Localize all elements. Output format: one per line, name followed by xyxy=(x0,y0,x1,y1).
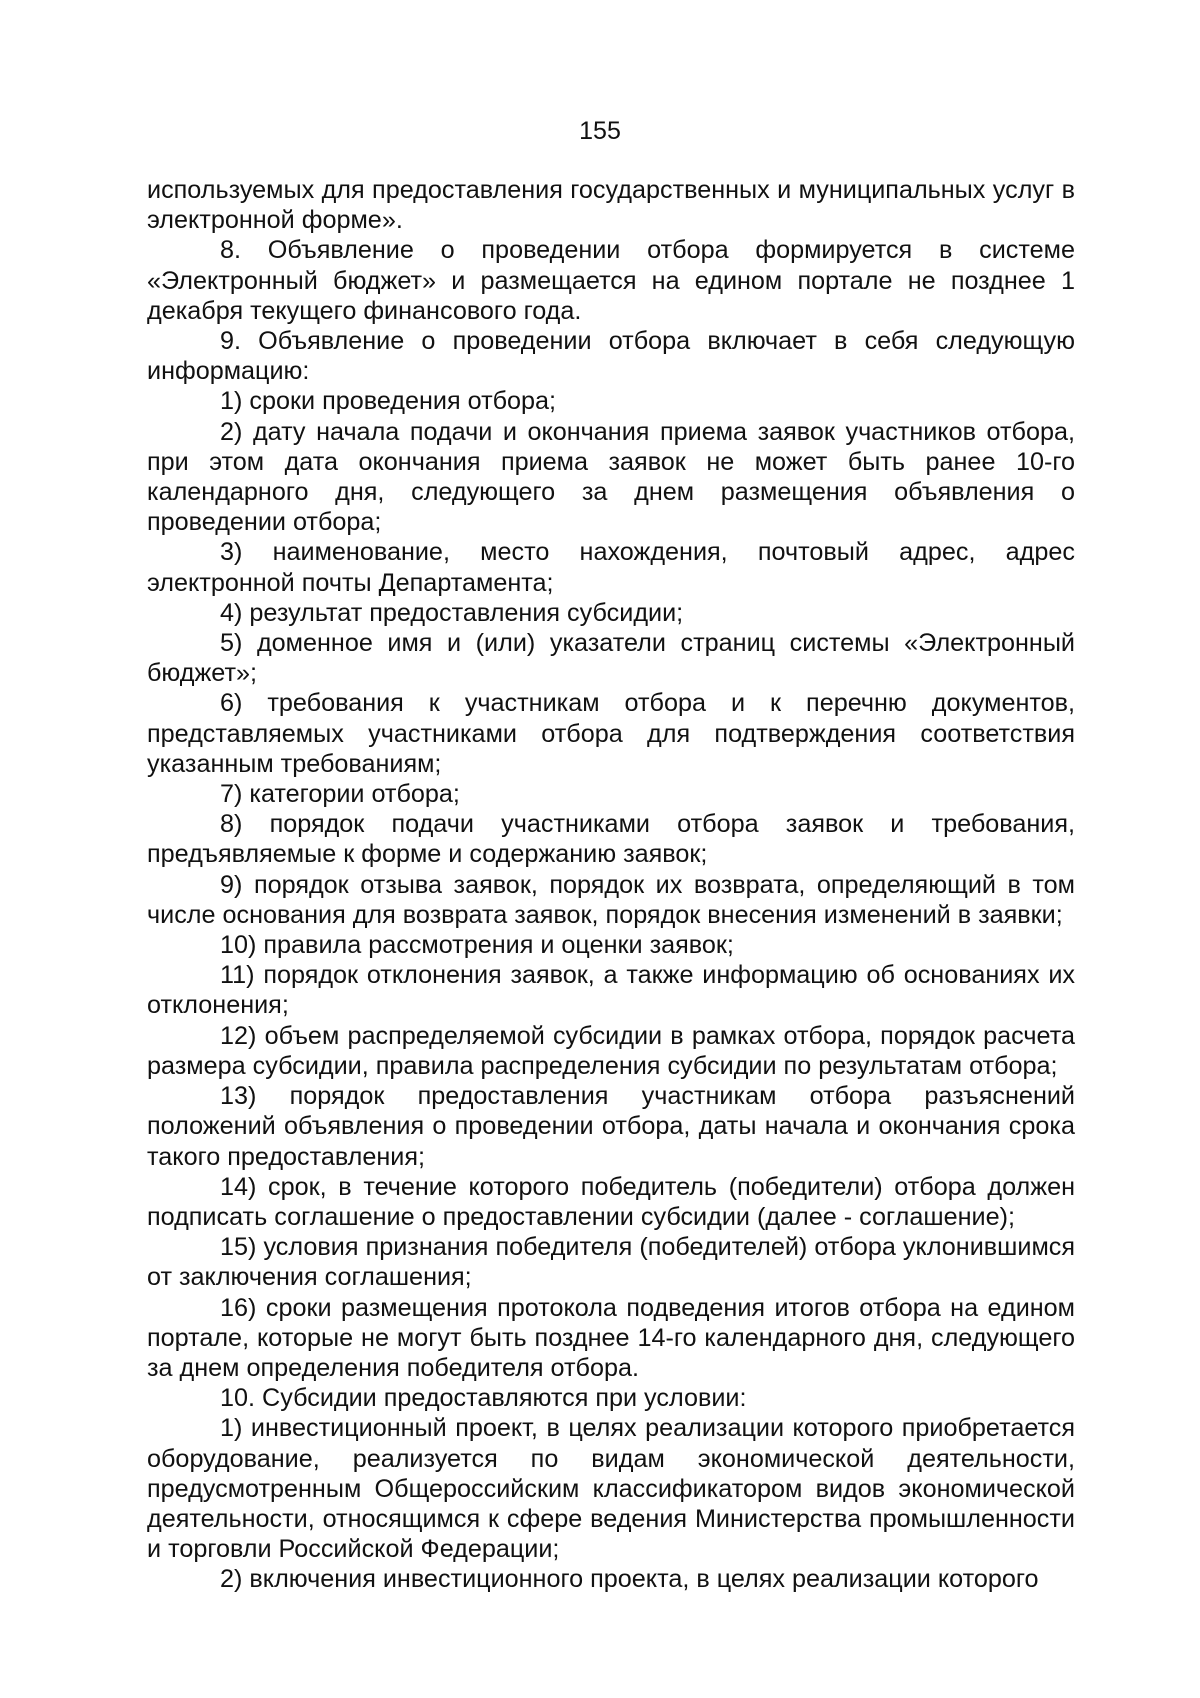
page-number: 155 xyxy=(579,117,621,145)
list-item-9-12: 12) объем распределяемой субсидии в рамках отбора, порядок расчета размера субсидии, правила распределения субсидии по результатам отбора; xyxy=(147,1021,1075,1080)
list-item-9-7: 7) категории отбора; xyxy=(220,780,460,809)
paragraph-clause-10: 10. Субсидии предоставляются при условии: xyxy=(220,1384,747,1413)
list-item-9-16: 16) сроки размещения протокола подведения итогов отбора на едином портале, которые не могут быть позднее 14-го календарного дня, следующего за днем определения победителя отбора. xyxy=(147,1293,1075,1382)
list-item-9-14: 14) срок, в течение которого победитель (победители) отбора должен подписать соглашение о предоставлении субсидии (далее - соглашение); xyxy=(147,1172,1075,1231)
paragraph-continuation: используемых для предоставления государственных и муниципальных услуг в электронной форме». xyxy=(147,176,1075,235)
list-item-9-3: 3) наименование, место нахождения, почтовый адрес, адрес электронной почты Департамента; xyxy=(147,538,1075,597)
list-item-9-11: 11) порядок отклонения заявок, а также информацию об основаниях их отклонения; xyxy=(147,961,1075,1020)
list-item-10-1: 1) инвестиционный проект, в целях реализации которого приобретается оборудование, реализуется по видам экономической деятельности, предусмотренным Общероссийским классификатором видов экономической деятельности, относящимся к сфере ведения Министерства промышленности и торговли Российской Федерации; xyxy=(147,1414,1075,1564)
list-item-10-2: 2) включения инвестиционного проекта, в целях реализации которого xyxy=(220,1565,1039,1594)
list-item-9-5: 5) доменное имя и (или) указатели страниц системы «Электронный бюджет»; xyxy=(147,629,1075,688)
list-item-9-6: 6) требования к участникам отбора и к перечню документов, представляемых участниками отбора для подтверждения соответствия указанным требованиям; xyxy=(147,689,1075,778)
list-item-9-9: 9) порядок отзыва заявок, порядок их возврата, определяющий в том числе основания для возврата заявок, порядок внесения изменений в заявки; xyxy=(147,870,1075,929)
list-item-9-15: 15) условия признания победителя (победителей) отбора уклонившимся от заключения соглашения; xyxy=(147,1233,1075,1292)
paragraph-clause-8: 8. Объявление о проведении отбора формируется в системе «Электронный бюджет» и размещается на едином портале не позднее 1 декабря текущего финансового года. xyxy=(147,236,1075,325)
list-item-9-2: 2) дату начала подачи и окончания приема заявок участников отбора, при этом дата окончания приема заявок не может быть ранее 10-го календарного дня, следующего за днем размещения объявления о проведении отбора; xyxy=(147,417,1075,537)
list-item-9-8: 8) порядок подачи участниками отбора заявок и требования, предъявляемые к форме и содержанию заявок; xyxy=(147,810,1075,869)
list-item-9-4: 4) результат предоставления субсидии; xyxy=(220,598,684,627)
list-item-9-13: 13) порядок предоставления участникам отбора разъяснений положений объявления о проведении отбора, даты начала и окончания срока такого предоставления; xyxy=(147,1082,1075,1171)
list-item-9-10: 10) правила рассмотрения и оценки заявок; xyxy=(220,931,734,960)
document-body xyxy=(147,175,1075,1595)
paragraph-clause-9: 9. Объявление о проведении отбора включает в себя следующую информацию: xyxy=(147,327,1075,386)
list-item-9-1: 1) сроки проведения отбора; xyxy=(220,387,557,416)
